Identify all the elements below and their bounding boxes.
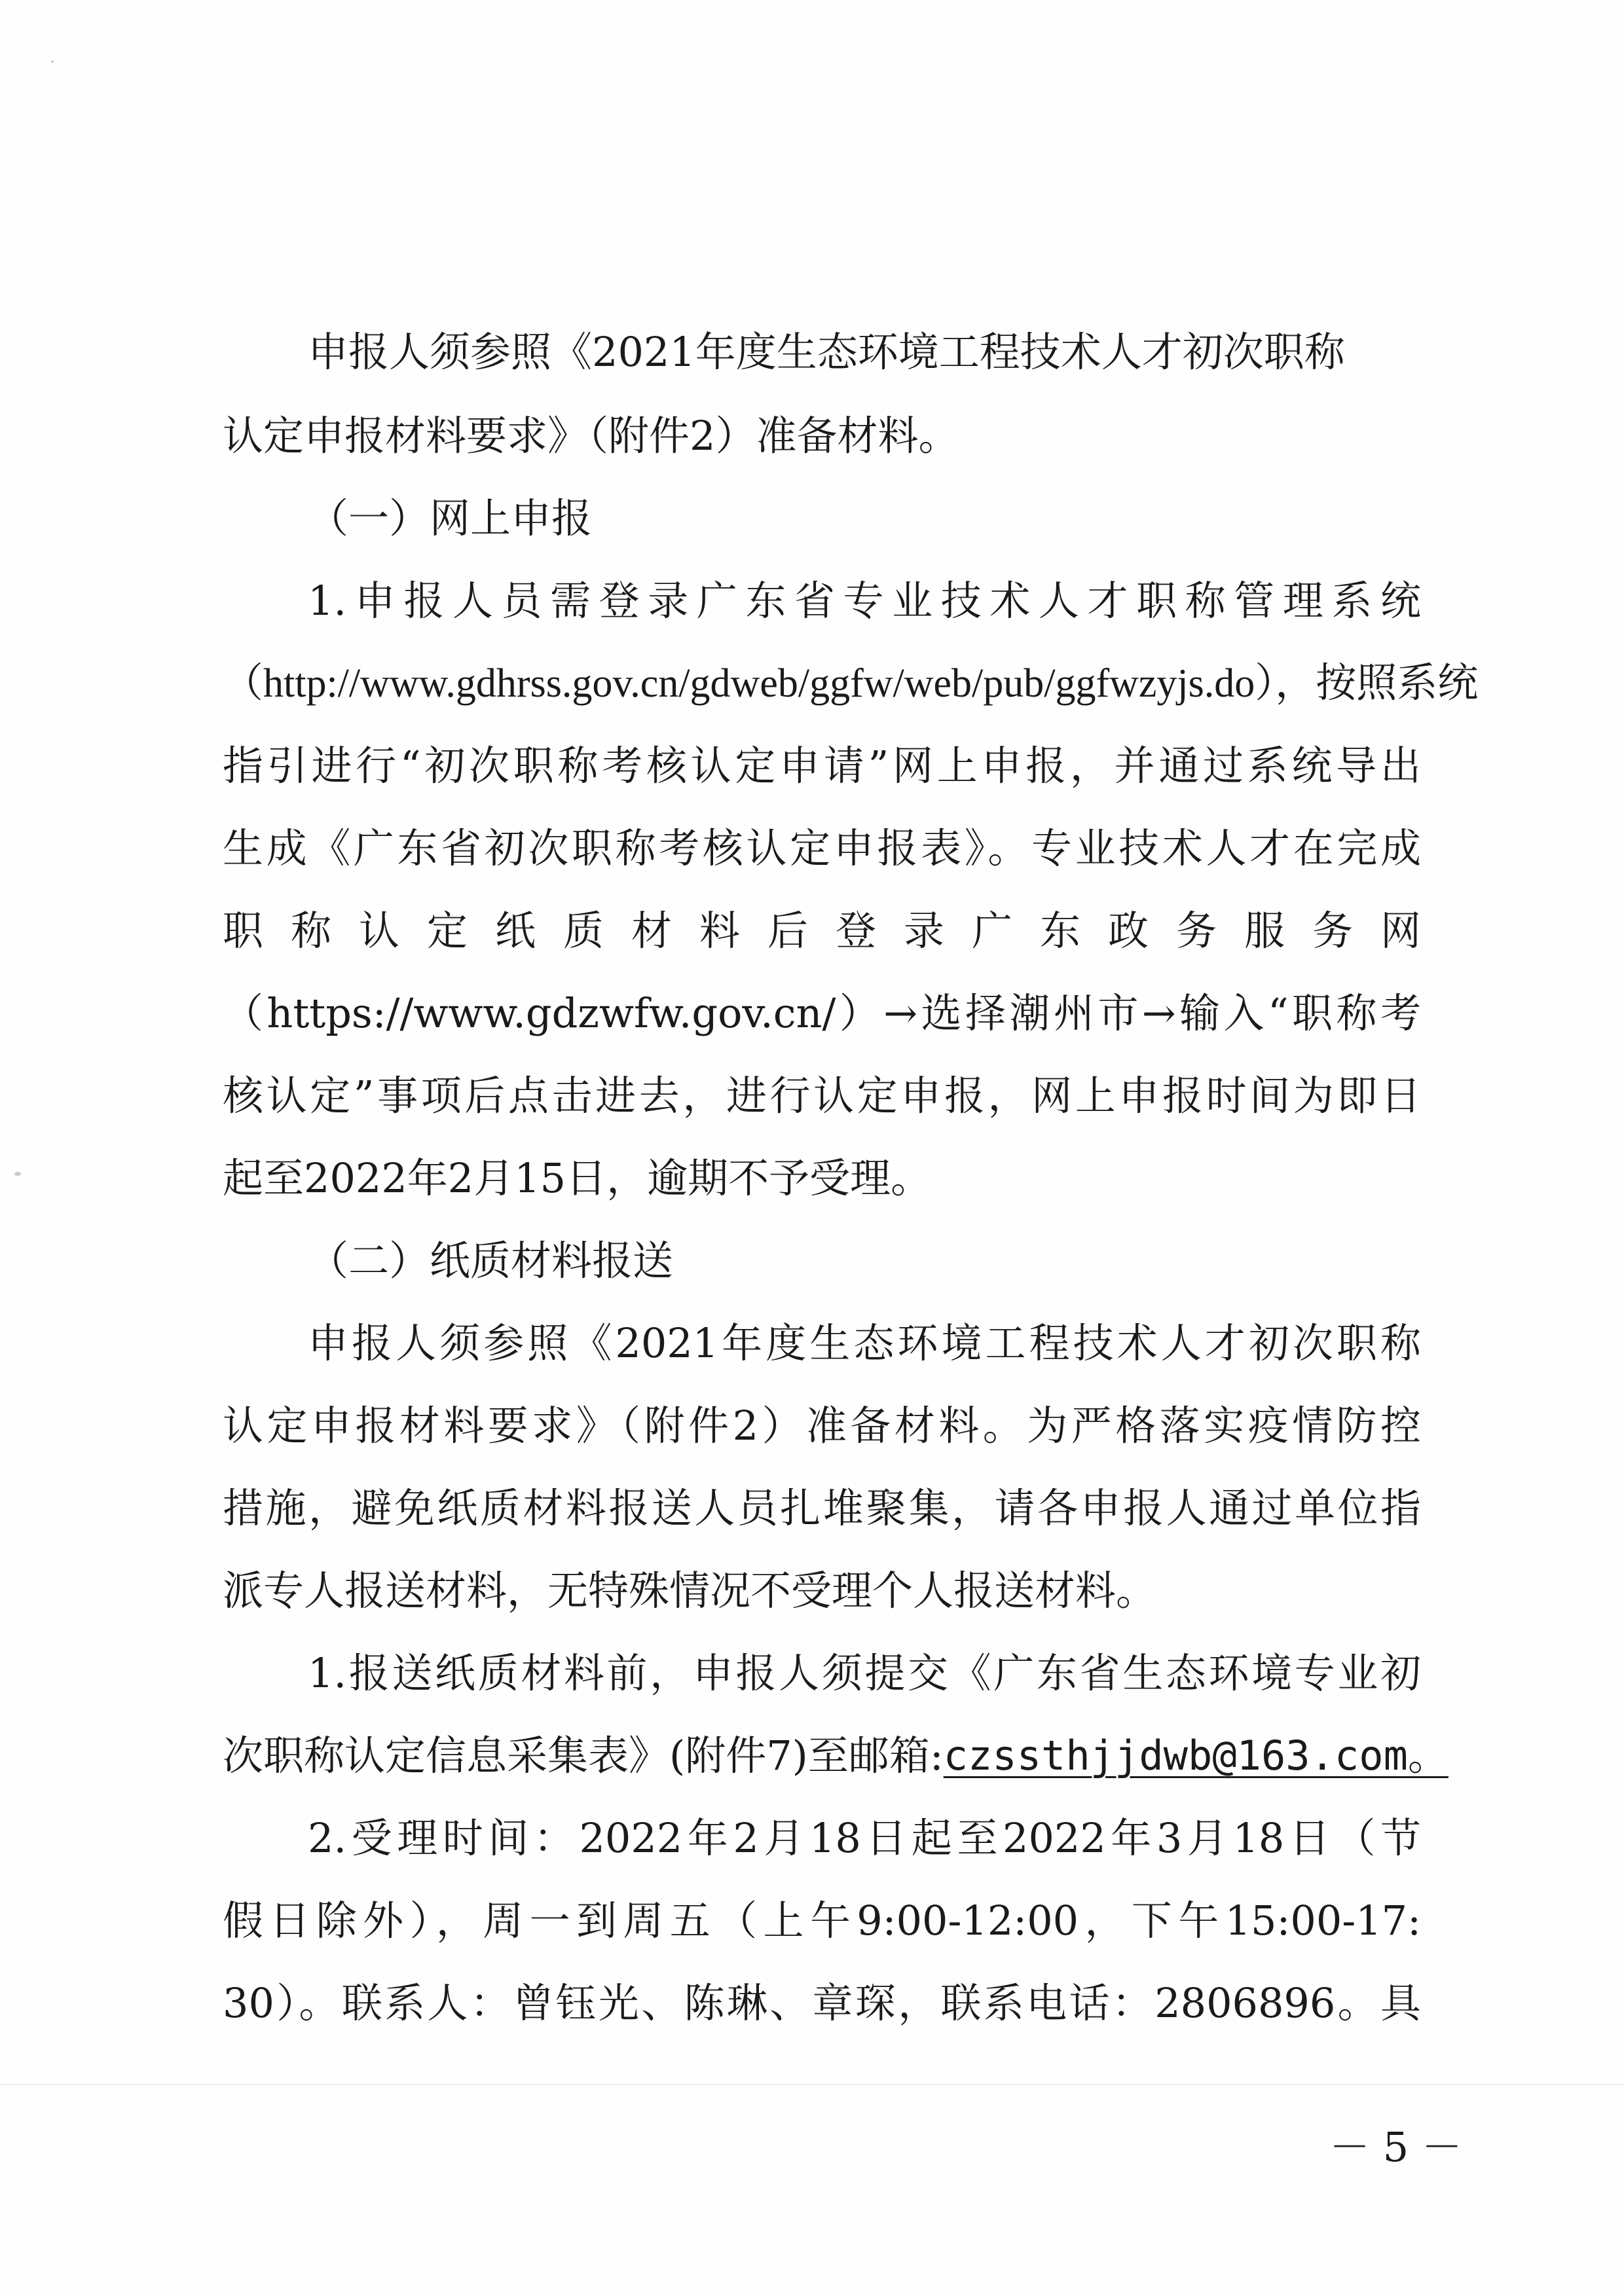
paper-item1-line-1: 1.报送纸质材料前，申报人须提交《广东省生态环境专业初 bbox=[308, 1649, 1421, 1697]
online-item-line-2-url: （http://www.gdhrss.gov.cn/gdweb/ggfw/web/pub/ggfwzyjs.do），按照系统 bbox=[223, 661, 1479, 706]
paper-para-line-2: 认定申报材料要求》（附件2）准备材料。为严格落实疫情防控 bbox=[223, 1402, 1421, 1449]
scan-speck bbox=[51, 60, 54, 63]
paper-para-line-3: 措施，避免纸质材料报送人员扎堆聚集，请各申报人通过单位指 bbox=[223, 1484, 1421, 1532]
online-item-line-4: 生成《广东省初次职称考核认定申报表》。专业技术人才在完成 bbox=[223, 824, 1421, 872]
intro-line-1: 申报人须参照《2021年度生态环境工程技术人才初次职称 bbox=[308, 328, 1345, 376]
online-item-line-6: （https://www.gdzwfw.gov.cn/）→选择潮州市→输入“职称考 bbox=[223, 989, 1421, 1037]
paper-item2-line-1: 2.受理时间：2022年2月18日起至2022年3月18日（节 bbox=[308, 1814, 1421, 1862]
page-number: － 5 － bbox=[1329, 2123, 1462, 2171]
online-item-line-3: 指引进行“初次职称考核认定申请”网上申报，并通过系统导出 bbox=[223, 742, 1421, 790]
paper-item1-line-2-text: 次职称认定信息采集表》(附件7)至邮箱: bbox=[223, 1732, 944, 1779]
email-link[interactable]: czssthjjdwb@163.com。 bbox=[943, 1732, 1449, 1779]
paper-item1-line-2 bbox=[223, 1730, 1449, 1782]
section-paper-heading: （二）纸质材料报送 bbox=[308, 1237, 674, 1285]
paper-item2-line-2: 假日除外），周一到周五（上午9:00-12:00，下午15:00-17: bbox=[223, 1897, 1421, 1944]
online-item-line-1: 1.申报人员需登录广东省专业技术人才职称管理系统 bbox=[308, 577, 1421, 625]
section-online-heading: （一）网上申报 bbox=[308, 494, 593, 542]
paper-para-line-1: 申报人须参照《2021年度生态环境工程技术人才初次职称 bbox=[308, 1319, 1421, 1367]
footer-divider bbox=[0, 2084, 1624, 2085]
paper-item2-line-3: 30）。联系人：曾钰光、陈琳、章琛，联系电话：2806896。具 bbox=[223, 1979, 1421, 2027]
online-item-line-5: 职 称 认 定 纸 质 材 料 后 登 录 广 东 政 务 服 务 网 bbox=[223, 907, 1421, 955]
scan-speck bbox=[14, 1172, 21, 1176]
paper-para-line-4: 派专人报送材料，无特殊情况不受理个人报送材料。 bbox=[223, 1567, 1157, 1614]
online-item-line-7: 核认定”事项后点击进去，进行认定申报，网上申报时间为即日 bbox=[223, 1072, 1421, 1120]
online-item-line-8: 起至2022年2月15日，逾期不予受理。 bbox=[223, 1154, 932, 1202]
intro-line-2: 认定申报材料要求》（附件2）准备材料。 bbox=[223, 412, 959, 460]
